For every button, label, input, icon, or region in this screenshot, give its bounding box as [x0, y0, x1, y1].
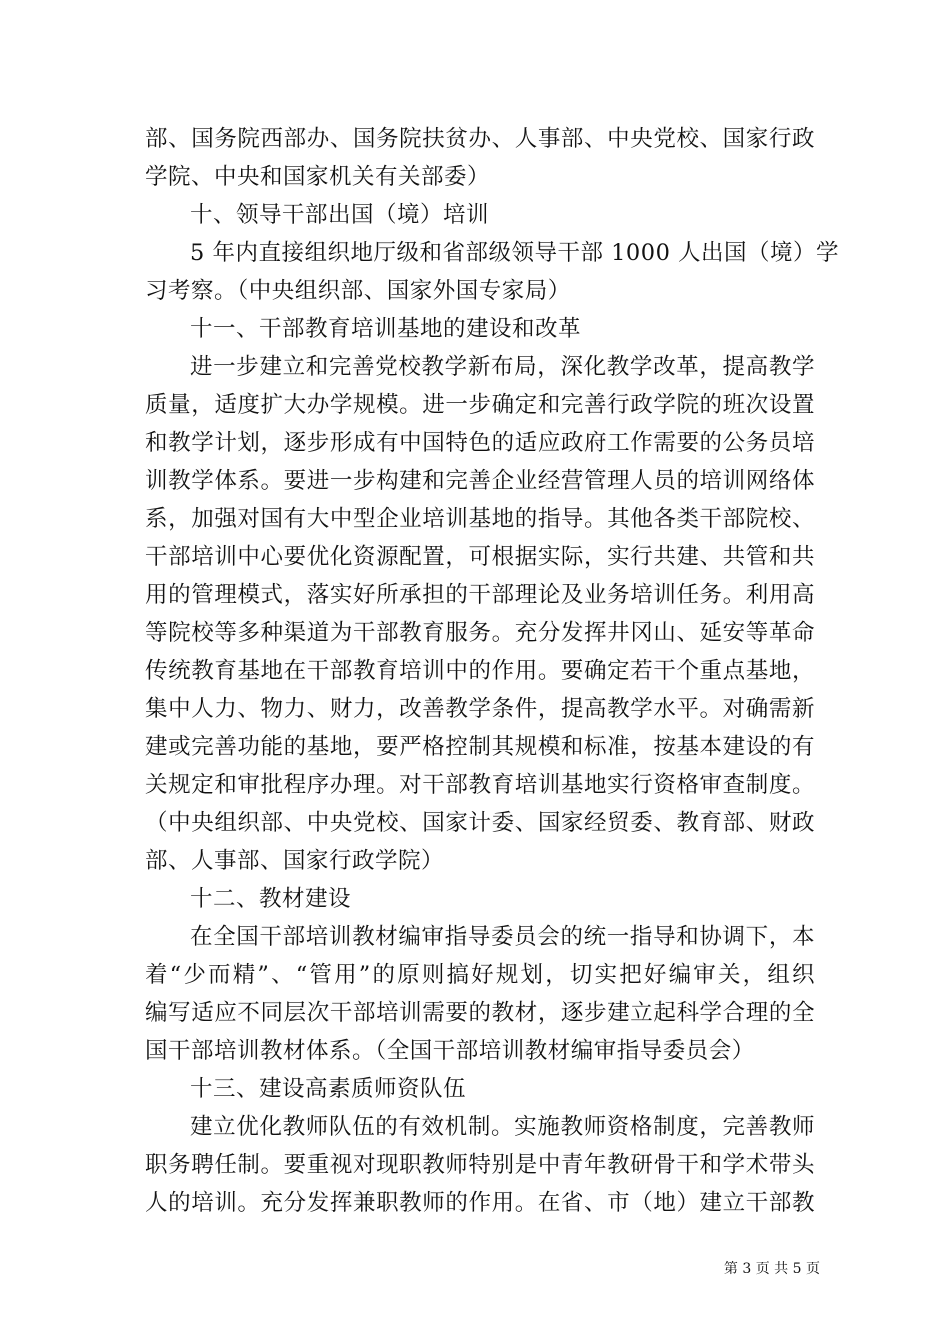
text-line: 用的管理模式，落实好所承担的干部理论及业务培训任务。利用高	[145, 582, 815, 608]
section-heading: 十二、教材建设	[190, 886, 352, 912]
text-line: 习考察。（中央组织部、国家外国专家局）	[145, 278, 571, 304]
text-line: 训教学体系。要进一步构建和完善企业经营管理人员的培训网络体	[145, 468, 815, 494]
text-line: 学院、中央和国家机关有关部委）	[145, 164, 491, 190]
text-line: 国干部培训教材体系。（全国干部培训教材编审指导委员会）	[145, 1038, 755, 1064]
section-heading: 十一、干部教育培训基地的建设和改革	[190, 316, 582, 342]
text-line: 传统教育基地在干部教育培训中的作用。要确定若干个重点基地，	[145, 658, 815, 684]
text-line: 进一步建立和完善党校教学新布局，深化教学改革，提高教学	[190, 354, 815, 380]
section-heading: 十、领导干部出国（境）培训	[190, 202, 490, 228]
text-line: 人的培训。充分发挥兼职教师的作用。在省、市（地）建立干部教	[145, 1190, 815, 1216]
text-line: 职务聘任制。要重视对现职教师特别是中青年教研骨干和学术带头	[145, 1152, 815, 1178]
text-line: 5 年内直接组织地厅级和省部级领导干部 1000 人出国（境）学	[190, 240, 840, 266]
text-line: 建或完善功能的基地，要严格控制其规模和标准，按基本建设的有	[145, 734, 815, 760]
text-line: 编写适应不同层次干部培训需要的教材，逐步建立起科学合理的全	[145, 1000, 815, 1026]
text-line: 建立优化教师队伍的有效机制。实施教师资格制度，完善教师	[190, 1114, 815, 1140]
text-line: 等院校等多种渠道为干部教育服务。充分发挥井冈山、延安等革命	[145, 620, 815, 646]
text-line: 和教学计划，逐步形成有中国特色的适应政府工作需要的公务员培	[145, 430, 815, 456]
section-heading: 十三、建设高素质师资队伍	[190, 1076, 467, 1102]
text-line: 干部培训中心要优化资源配置，可根据实际，实行共建、共管和共	[145, 544, 815, 570]
text-line: 部、人事部、国家行政学院）	[145, 848, 445, 874]
text-line: 关规定和审批程序办理。对干部教育培训基地实行资格审查制度。	[145, 772, 815, 798]
text-line: 在全国干部培训教材编审指导委员会的统一指导和协调下，本	[190, 924, 815, 950]
page-number: 第 3 页 共 5 页	[723, 1261, 820, 1277]
text-line: 系，加强对国有大中型企业培训基地的指导。其他各类干部院校、	[145, 506, 815, 532]
text-line: 着“少而精”、“管用”的原则搞好规划，切实把好编审关，组织	[145, 962, 815, 988]
text-line: 质量，适度扩大办学规模。进一步确定和完善行政学院的班次设置	[145, 392, 815, 418]
text-line: （中央组织部、中央党校、国家计委、国家经贸委、教育部、财政	[145, 810, 815, 836]
text-line: 集中人力、物力、财力，改善教学条件，提高教学水平。对确需新	[145, 696, 815, 722]
text-line: 部、国务院西部办、国务院扶贫办、人事部、中央党校、国家行政	[145, 126, 815, 152]
